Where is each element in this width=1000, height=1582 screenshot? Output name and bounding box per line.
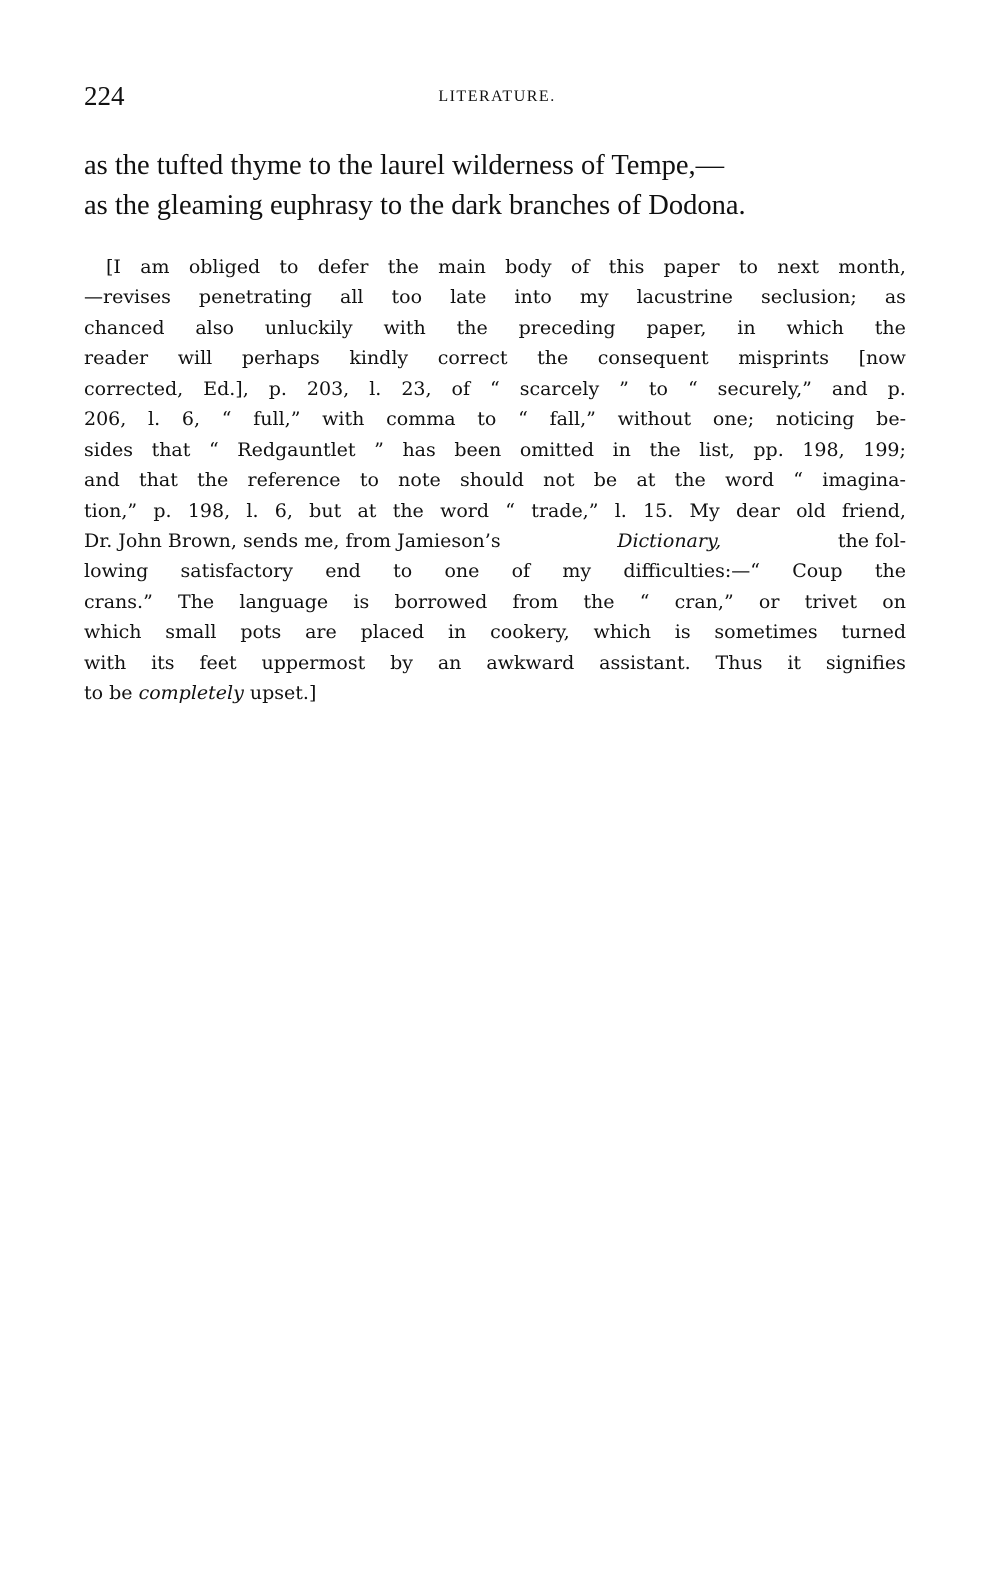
- verse-passage: [84, 146, 914, 226]
- note-line: sides that “ Redgauntlet ” has been omitted in the list, pp. 198, 199;: [84, 438, 906, 461]
- verse-line: as the tufted thyme to the laurel wilderness of Tempe,—: [84, 150, 725, 181]
- note-line: lowing satisfactory end to one of my difficulties:—“ Coup the: [84, 560, 906, 583]
- note-line: corrected, Ed.], p. 203, l. 23, of “ scarcely ” to “ securely,” and p.: [84, 377, 906, 400]
- note-line: crans.” The language is borrowed from the “ cran,” or trivet on: [84, 590, 906, 613]
- note-line: —revises penetrating all too late into my lacustrine seclusion; as: [84, 286, 906, 309]
- note-text: to be: [84, 682, 133, 705]
- note-line: [I am obliged to defer the main body of this paper to next month,: [106, 256, 906, 278]
- note-line: chanced also unluckily with the preceding paper, in which the: [84, 316, 906, 339]
- section-title: LITERATURE.: [438, 88, 556, 105]
- note-line: reader will perhaps kindly correct the consequent misprints [now: [84, 347, 906, 370]
- dictionary-title: Dictionary,: [617, 529, 722, 552]
- note-line: which small pots are placed in cookery, which is sometimes turned: [84, 621, 906, 644]
- note-text: Dr. John Brown, sends me, from Jamieson’s: [84, 529, 501, 552]
- note-line: [84, 678, 906, 708]
- verse-line: as the gleaming euphrasy to the dark branches of Dodona.: [84, 190, 746, 221]
- note-line: [84, 526, 906, 556]
- note-line: tion,” p. 198, l. 6, but at the word “ trade,” l. 15. My dear old friend,: [84, 499, 906, 522]
- editorial-note: [84, 252, 906, 709]
- note-text: the fol-: [837, 529, 906, 552]
- emphasis-completely: completely: [138, 682, 244, 705]
- note-text: upset.]: [249, 682, 317, 705]
- running-head: [84, 78, 910, 118]
- note-line: and that the reference to note should not be at the word “ imagina-: [84, 469, 906, 492]
- page-number: 224: [84, 81, 125, 111]
- note-line: 206, l. 6, “ full,” with comma to “ fall,” without one; noticing be-: [84, 408, 906, 431]
- note-line: with its feet uppermost by an awkward assistant. Thus it signifies: [84, 651, 906, 674]
